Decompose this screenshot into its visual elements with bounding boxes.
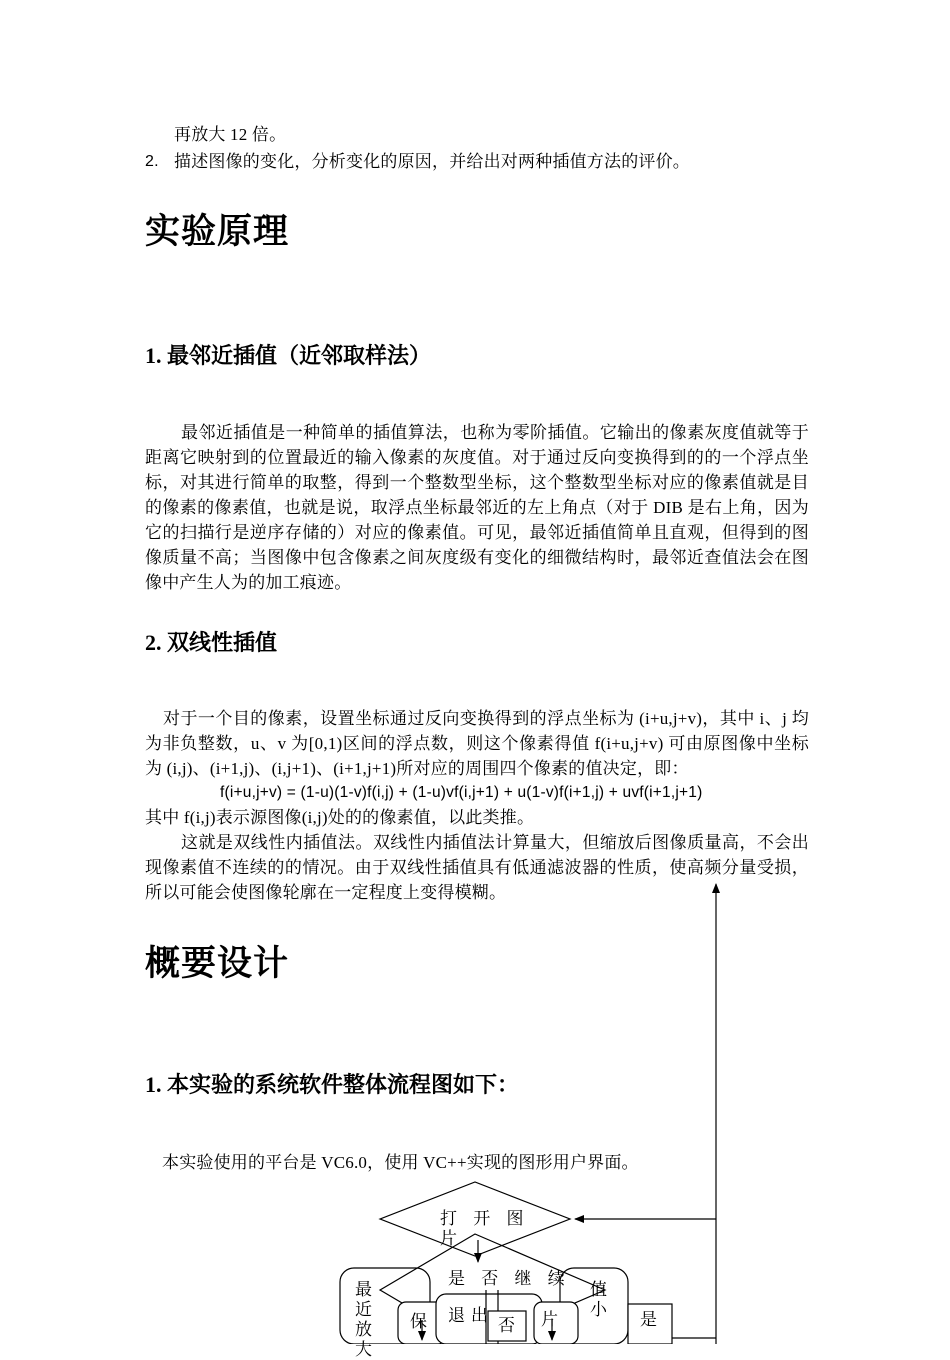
list-item-number: 2.: [145, 153, 159, 170]
continue-question-label: 是 否 继 续: [448, 1269, 571, 1288]
open-image-label: 打 开 图 片: [440, 1209, 530, 1248]
section-title-design: 概要设计: [145, 944, 290, 983]
list-item-text: 描述图像的变化，分析变化的原因，并给出对两种插值方法的评价。: [174, 152, 690, 171]
platform-line: 本实验使用的平台是 VC6.0，使用 VC++实现的图形用户界面。: [162, 1153, 639, 1172]
list-continuation-line: 再放大 12 倍。: [174, 125, 287, 144]
paragraph-bilinear-1: 对于一个目的像素，设置坐标通过反向变换得到的浮点坐标为 (i+u,j+v)，其中 i、j 均为非负整数，u、v 为[0,1)区间的浮点数，则这个像素得值 f(i+u,j+v) 可由原图像中坐标为 (i,j)、(i+1,j)、(i,j+1)、(i+1,j+1)所对应的周围四个像素的值决定，即：: [145, 709, 809, 778]
heading-bilinear: 2. 双线性插值: [145, 630, 278, 655]
heading-nearest-neighbor: 1. 最邻近插值（近邻取样法）: [145, 343, 432, 368]
exit-label: 退出: [448, 1306, 494, 1325]
save-label: 保: [410, 1312, 433, 1331]
paragraph-bilinear-3: 这就是双线性内插值法。双线性内插值法计算量大，但缩放后图像质量高，不会出现像素值不连续的的情况。由于双线性插值具有低通滤波器的性质，使高频分量受损，所以可能会使图像轮廓在一定程度上变得模糊。: [145, 833, 809, 902]
partial-char-label: 片: [541, 1310, 564, 1329]
value-box-label: 值 小: [590, 1280, 613, 1319]
section-title-principle: 实验原理: [145, 212, 290, 251]
no-label: 否: [498, 1316, 521, 1335]
paragraph-bilinear-2: 其中 f(i,j)表示源图像(i,j)处的的像素值，以此类推。: [145, 808, 535, 827]
bilinear-formula: f(i+u,j+v) = (1-u)(1-v)f(i,j) + (1-u)vf(i,j+1) + u(1-v)f(i+1,j) + uvf(i+1,j+1): [220, 784, 703, 801]
nearest-zoom-label: 最 近 放大: [355, 1280, 378, 1359]
heading-flowchart: 1. 本实验的系统软件整体流程图如下：: [145, 1072, 520, 1097]
paragraph-nearest-neighbor: 最邻近插值是一种简单的插值算法，也称为零阶插值。它输出的像素灰度值就等于距离它映射到的位置最近的输入像素的灰度值。对于通过反向变换得到的的一个浮点坐标，对其进行简单的取整，得到一个整数型坐标，这个整数型坐标对应的像素值就是目的像素的像素值，也就是说，取浮点坐标最邻近的左上角点（对于 DIB 是右上角，因为它的扫描行是逆序存储的）对应的像素值。可见，最邻近插值简单且直观，但得到的图像质量不高；当图像中包含像素之间灰度级有变化的细微结构时，最邻近查值法会在图像中产生人为的加工痕迹。: [145, 423, 809, 592]
yes-label: 是: [640, 1310, 663, 1329]
